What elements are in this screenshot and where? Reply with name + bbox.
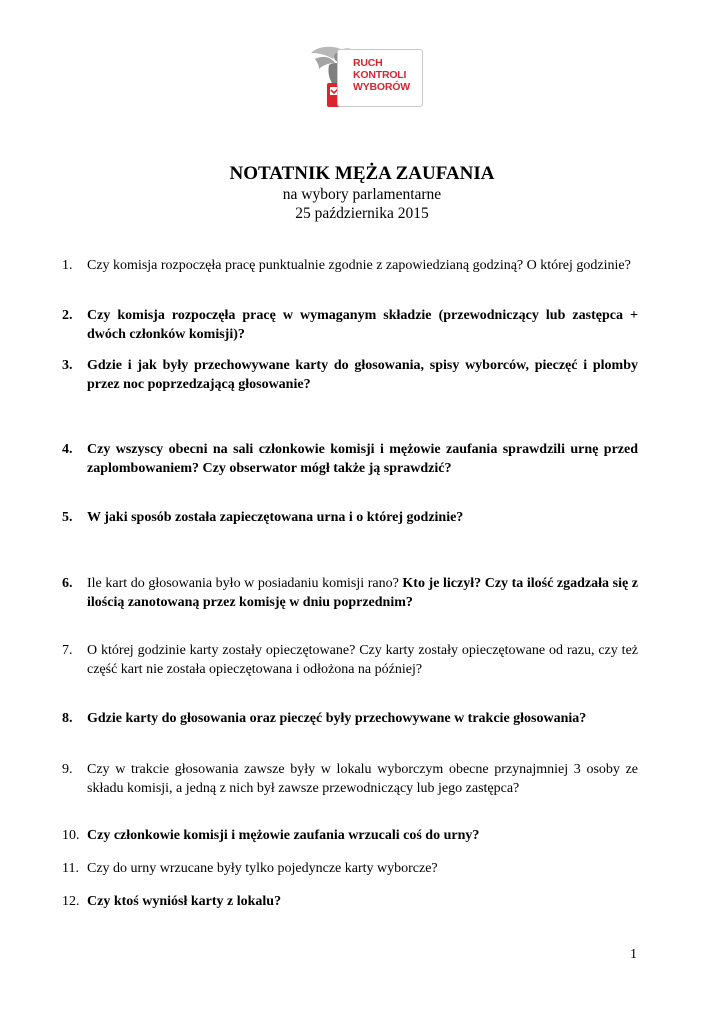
question-text-plain: Ile kart do głosowania było w posiadaniu komisji rano? (87, 576, 403, 591)
question-text: Czy ktoś wyniósł karty z lokalu? (87, 894, 282, 909)
question-item (62, 256, 638, 275)
question-text (87, 574, 638, 612)
question-number: 11. (62, 861, 79, 876)
question-number: 7. (62, 643, 73, 658)
question-number: 9. (62, 762, 73, 777)
question-item (62, 641, 638, 679)
question-text: Czy komisja rozpoczęła pracę punktualnie zgodnie z zapowiedzianą godziną? O której godzinie? (87, 258, 631, 273)
question-number: 12. (62, 894, 80, 909)
question-text: Czy do urny wrzucane były tylko pojedyncze karty wyborcze? (87, 861, 438, 876)
question-text: Czy komisja rozpoczęła pracę w wymaganym składzie (przewodniczący lub zastępca + dwóch członków komisji)? (87, 308, 638, 342)
question-number: 8. (62, 711, 73, 726)
question-item (62, 440, 638, 478)
logo-line-1: RUCH (353, 57, 383, 69)
logo (305, 43, 421, 113)
question-text: Gdzie karty do głosowania oraz pieczęć były przechowywane w trakcie głosowania? (87, 711, 587, 726)
subtitle-date: 25 października 2015 (295, 205, 429, 222)
question-item (62, 306, 638, 344)
subtitle-election: na wybory parlamentarne (282, 186, 442, 203)
question-item (62, 859, 638, 878)
question-item (62, 760, 638, 798)
question-item (62, 508, 638, 527)
question-item (62, 574, 638, 612)
page-title: NOTATNIK MĘŻA ZAUFANIA (229, 163, 495, 184)
question-number: 3. (62, 358, 73, 373)
question-number: 4. (62, 442, 73, 457)
logo-line-2: KONTROLI (353, 69, 407, 81)
logo-line-3: WYBORÓW (353, 81, 410, 93)
question-number: 5. (62, 510, 73, 525)
question-item (62, 709, 638, 728)
question-text: Czy członkowie komisji i mężowie zaufania wrzucali coś do urny? (87, 828, 480, 843)
question-text-bold: Kto je liczył? Czy ta ilość zgadzała się z ilością zanotowaną przez komisję w dniu poprzednim? (87, 576, 638, 610)
question-text: Gdzie i jak były przechowywane karty do głosowania, spisy wyborców, pieczęć i plomby przez noc poprzedzającą głosowanie? (87, 358, 638, 392)
question-text: O której godzinie karty zostały opieczętowane? Czy karty zostały opieczętowane od razu, czy też część kart nie została opieczętowana i odłożona na później? (87, 643, 638, 677)
page-number: 1 (630, 947, 637, 962)
question-text: W jaki sposób została zapieczętowana urna i o której godzinie? (87, 510, 464, 525)
logo-text (353, 57, 421, 93)
question-number: 10. (62, 828, 80, 843)
question-item (62, 356, 638, 394)
question-item (62, 892, 638, 911)
question-number: 6. (62, 576, 73, 591)
question-text: Czy wszyscy obecni na sali członkowie komisji i mężowie zaufania sprawdzili urnę przed zaplombowaniem? Czy obserwator mógł także ją sprawdzić? (87, 442, 638, 476)
question-item (62, 826, 638, 845)
question-number: 2. (62, 308, 73, 323)
question-number: 1. (62, 258, 73, 273)
question-text: Czy w trakcie głosowania zawsze były w lokalu wyborczym obecne przynajmniej 3 osoby ze składu komisji, a jedną z nich był zawsze przewodniczący lub jego zastępca? (87, 762, 638, 796)
